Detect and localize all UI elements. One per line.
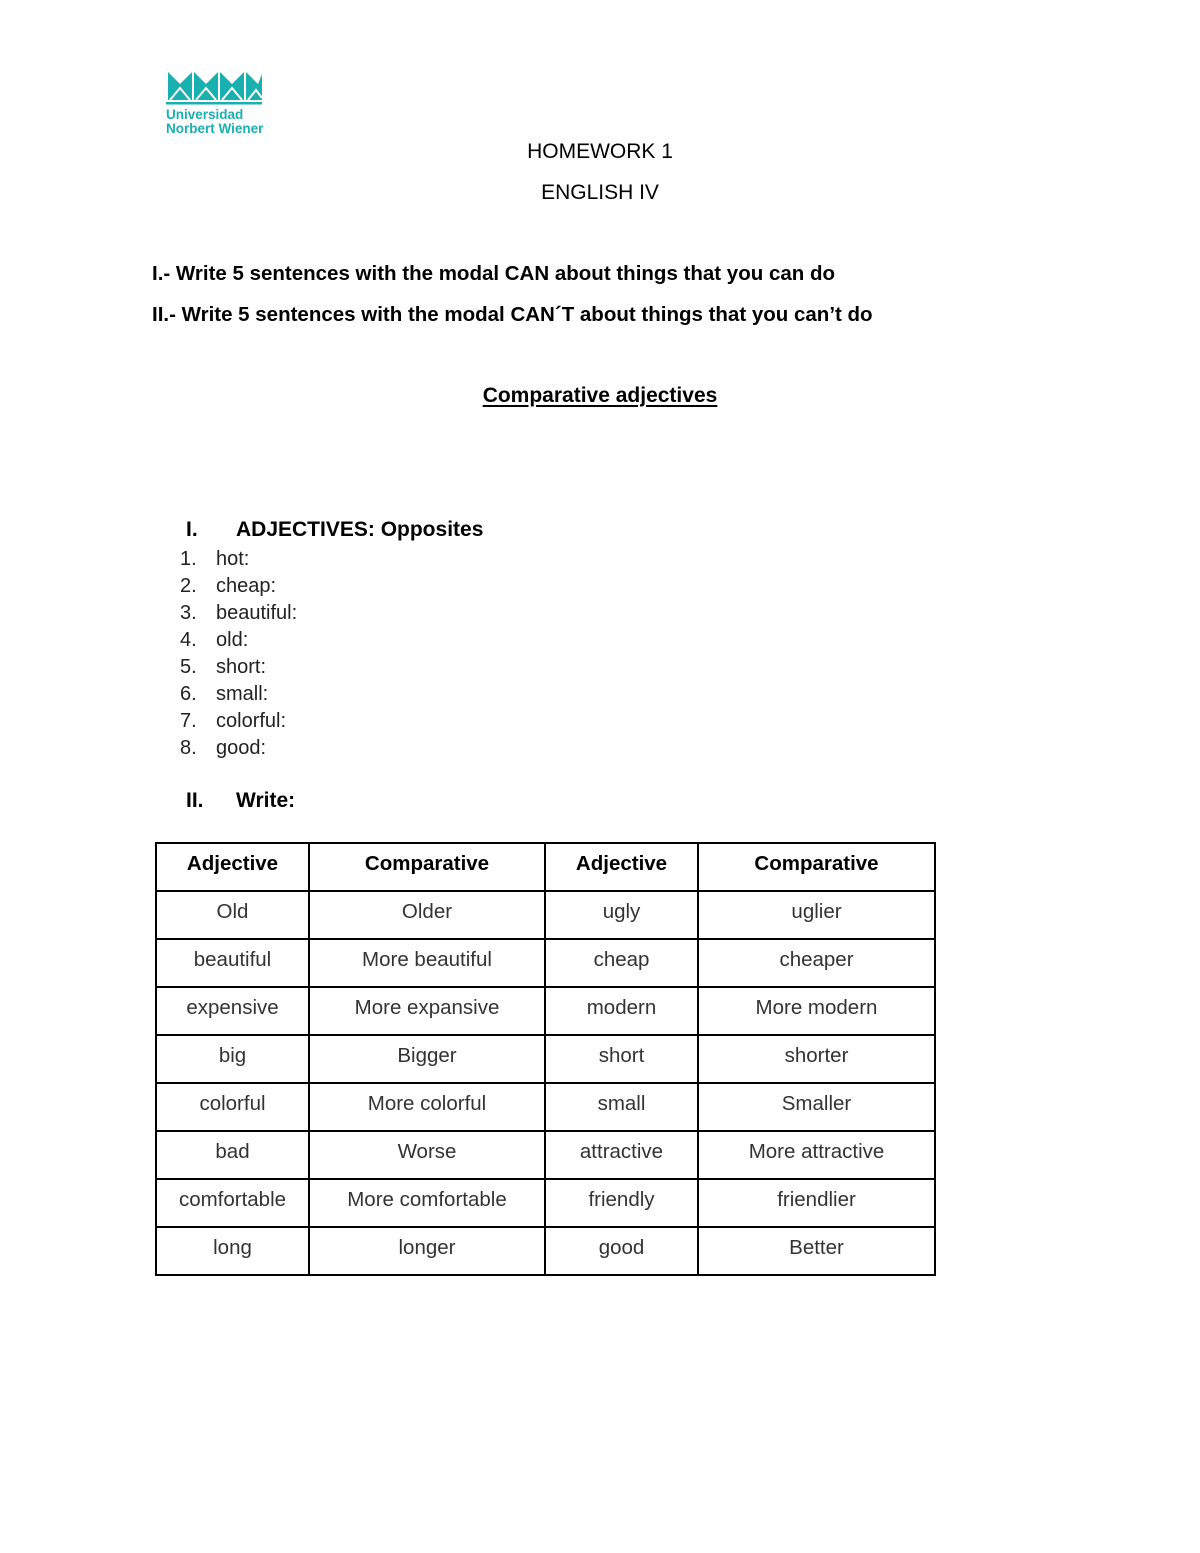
book-pages-icon <box>166 70 266 106</box>
table-cell: Smaller <box>698 1083 935 1131</box>
logo-line-2: Norbert Wiener <box>166 121 264 136</box>
table-cell: ugly <box>545 891 698 939</box>
header-cell: Adjective <box>545 843 698 891</box>
table-cell: short <box>545 1035 698 1083</box>
logo-text <box>166 108 263 136</box>
table-cell: beautiful <box>156 939 309 987</box>
table-row <box>156 1083 935 1131</box>
homework-title: HOMEWORK 1 <box>527 140 673 163</box>
instruction-2: II.- Write 5 sentences with the modal CAN´T about things that you can’t do <box>152 303 873 326</box>
table-cell: More comfortable <box>309 1179 545 1227</box>
table-cell: uglier <box>698 891 935 939</box>
header-cell: Comparative <box>309 843 545 891</box>
table-cell: Old <box>156 891 309 939</box>
table-cell: Worse <box>309 1131 545 1179</box>
section-2-title: Write: <box>236 789 296 812</box>
table-cell: longer <box>309 1227 545 1275</box>
university-logo <box>166 70 276 140</box>
section-1-title: ADJECTIVES: Opposites <box>236 518 484 541</box>
table-cell: friendlier <box>698 1179 935 1227</box>
table-cell: friendly <box>545 1179 698 1227</box>
table-row <box>156 939 935 987</box>
table-cell: small <box>545 1083 698 1131</box>
table-cell: bad <box>156 1131 309 1179</box>
table-row <box>156 987 935 1035</box>
table-cell: cheap <box>545 939 698 987</box>
table-row <box>156 1227 935 1275</box>
header-cell: Comparative <box>698 843 935 891</box>
table-row <box>156 1035 935 1083</box>
table-cell: cheaper <box>698 939 935 987</box>
section-1-number: I. <box>186 518 198 541</box>
section-2-heading <box>186 789 295 813</box>
table-row <box>156 891 935 939</box>
table-cell: More colorful <box>309 1083 545 1131</box>
list-item: 7. colorful: <box>180 710 287 732</box>
list-item: 1. hot: <box>180 548 250 570</box>
list-item: 3. beautiful: <box>180 602 298 624</box>
table-row <box>156 1131 935 1179</box>
table-cell: Better <box>698 1227 935 1275</box>
table-cell: More beautiful <box>309 939 545 987</box>
table-cell: long <box>156 1227 309 1275</box>
section-subtitle: Comparative adjectives <box>482 384 718 407</box>
table-cell: good <box>545 1227 698 1275</box>
list-item: 8. good: <box>180 737 267 759</box>
comparatives-table <box>155 842 936 1276</box>
table-cell: More modern <box>698 987 935 1035</box>
table-row <box>156 1179 935 1227</box>
table-cell: More attractive <box>698 1131 935 1179</box>
course-title: ENGLISH IV <box>541 181 659 204</box>
table-cell: big <box>156 1035 309 1083</box>
list-item: 2. cheap: <box>180 575 277 597</box>
list-item: 4. old: <box>180 629 249 651</box>
table-cell: Older <box>309 891 545 939</box>
instruction-1: I.- Write 5 sentences with the modal CAN about things that you can do <box>152 262 836 285</box>
opposites-list <box>180 546 297 762</box>
table-cell: modern <box>545 987 698 1035</box>
table-cell: Bigger <box>309 1035 545 1083</box>
header-cell: Adjective <box>156 843 309 891</box>
section-2-number: II. <box>186 789 204 812</box>
table-cell: shorter <box>698 1035 935 1083</box>
table-cell: expensive <box>156 987 309 1035</box>
section-1-heading <box>186 518 483 542</box>
table-cell: attractive <box>545 1131 698 1179</box>
table-header-row <box>156 843 935 891</box>
table-cell: colorful <box>156 1083 309 1131</box>
table-cell: More expansive <box>309 987 545 1035</box>
logo-line-1: Universidad <box>166 107 244 122</box>
list-item: 5. short: <box>180 656 267 678</box>
list-item: 6. small: <box>180 683 269 705</box>
table-cell: comfortable <box>156 1179 309 1227</box>
